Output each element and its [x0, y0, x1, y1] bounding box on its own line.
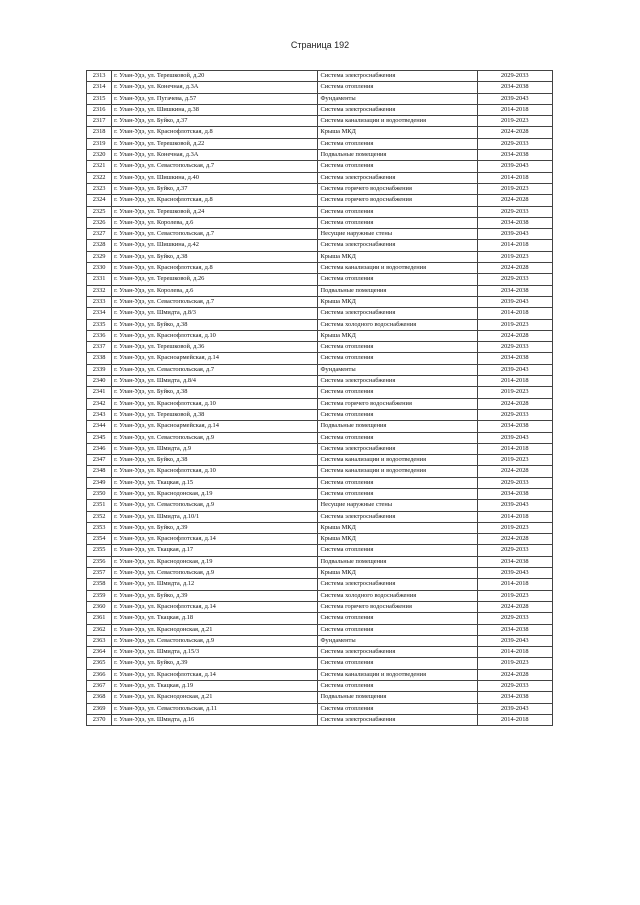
table-row: [87, 93, 553, 104]
row-number-cell: 2346: [87, 443, 112, 454]
row-number-cell: 2341: [87, 387, 112, 398]
row-number-cell: 2314: [87, 82, 112, 93]
row-number-cell: 2367: [87, 681, 112, 692]
table-row: [87, 635, 553, 646]
address-cell: г. Улан-Удэ, ул. Красноармейская, д.14: [112, 353, 318, 364]
address-cell: г. Улан-Удэ, ул. Краснодонская, д.19: [112, 488, 318, 499]
address-cell: г. Улан-Удэ, ул. Севастопольская, д.9: [112, 432, 318, 443]
table-row: [87, 556, 553, 567]
table-row: [87, 669, 553, 680]
row-number-cell: 2324: [87, 195, 112, 206]
table-row: [87, 161, 553, 172]
period-cell: 2034-2038: [477, 488, 553, 499]
row-number-cell: 2317: [87, 116, 112, 127]
address-cell: г. Улан-Удэ, ул. Конечная, д.3А: [112, 150, 318, 161]
work-type-cell: Система отопления: [318, 658, 477, 669]
work-type-cell: Крыша МКД: [318, 568, 477, 579]
address-cell: г. Улан-Удэ, ул. Краснофлотская, д.8: [112, 263, 318, 274]
work-type-cell: Несущие наружные стены: [318, 229, 477, 240]
table-row: [87, 601, 553, 612]
table-row: [87, 376, 553, 387]
address-cell: г. Улан-Удэ, ул. Севастопольская, д.9: [112, 500, 318, 511]
period-cell: 2024-2028: [477, 601, 553, 612]
table-row: [87, 545, 553, 556]
table-row: [87, 387, 553, 398]
table-row: [87, 82, 553, 93]
period-cell: 2034-2038: [477, 353, 553, 364]
row-number-cell: 2359: [87, 590, 112, 601]
period-cell: 2034-2038: [477, 556, 553, 567]
address-cell: г. Улан-Удэ, ул. Краснофлотская, д.10: [112, 466, 318, 477]
table-row: [87, 443, 553, 454]
work-type-cell: Система канализации и водоотведения: [318, 263, 477, 274]
table-row: [87, 274, 553, 285]
period-cell: 2024-2028: [477, 669, 553, 680]
period-cell: 2019-2023: [477, 590, 553, 601]
row-number-cell: 2319: [87, 138, 112, 149]
work-type-cell: Система электроснабжения: [318, 579, 477, 590]
work-type-cell: Подвальные помещения: [318, 556, 477, 567]
address-cell: г. Улан-Удэ, ул. Буйко, д.37: [112, 116, 318, 127]
address-cell: г. Улан-Удэ, ул. Терешковой, д.24: [112, 206, 318, 217]
work-type-cell: Система отопления: [318, 488, 477, 499]
row-number-cell: 2347: [87, 455, 112, 466]
period-cell: 2034-2038: [477, 692, 553, 703]
address-cell: г. Улан-Удэ, ул. Шишкина, д.42: [112, 240, 318, 251]
period-cell: 2034-2038: [477, 421, 553, 432]
row-number-cell: 2354: [87, 534, 112, 545]
period-cell: 2024-2028: [477, 195, 553, 206]
row-number-cell: 2316: [87, 104, 112, 115]
work-type-cell: Подвальные помещения: [318, 285, 477, 296]
table-row: [87, 681, 553, 692]
row-number-cell: 2330: [87, 263, 112, 274]
period-cell: 2019-2023: [477, 183, 553, 194]
address-cell: г. Улан-Удэ, ул. Шмидта, д.8/3: [112, 308, 318, 319]
address-cell: г. Улан-Удэ, ул. Севастопольская, д.7: [112, 364, 318, 375]
work-type-cell: Система отопления: [318, 138, 477, 149]
work-type-cell: Крыша МКД: [318, 522, 477, 533]
work-type-cell: Система отопления: [318, 545, 477, 556]
work-type-cell: Система горячего водоснабжения: [318, 601, 477, 612]
period-cell: 2039-2043: [477, 500, 553, 511]
period-cell: 2034-2038: [477, 82, 553, 93]
period-cell: 2034-2038: [477, 624, 553, 635]
period-cell: 2029-2033: [477, 545, 553, 556]
work-type-cell: Крыша МКД: [318, 330, 477, 341]
address-cell: г. Улан-Удэ, ул. Краснофлотская, д.14: [112, 669, 318, 680]
table-row: [87, 195, 553, 206]
address-cell: г. Улан-Удэ, ул. Шишкина, д.38: [112, 104, 318, 115]
row-number-cell: 2340: [87, 376, 112, 387]
work-type-cell: Система электроснабжения: [318, 376, 477, 387]
period-cell: 2029-2033: [477, 342, 553, 353]
work-type-cell: Несущие наружные стены: [318, 500, 477, 511]
address-cell: г. Улан-Удэ, ул. Терешковой, д.26: [112, 274, 318, 285]
table-row: [87, 330, 553, 341]
table-row: [87, 127, 553, 138]
row-number-cell: 2320: [87, 150, 112, 161]
address-cell: г. Улан-Удэ, ул. Ткацкая, д.19: [112, 681, 318, 692]
row-number-cell: 2348: [87, 466, 112, 477]
period-cell: 2024-2028: [477, 466, 553, 477]
row-number-cell: 2351: [87, 500, 112, 511]
address-cell: г. Улан-Удэ, ул. Королева, д.6: [112, 217, 318, 228]
work-type-cell: Система канализации и водоотведения: [318, 466, 477, 477]
work-type-cell: Система электроснабжения: [318, 714, 477, 725]
address-cell: г. Улан-Удэ, ул. Ткацкая, д.17: [112, 545, 318, 556]
work-type-cell: Система электроснабжения: [318, 71, 477, 82]
address-cell: г. Улан-Удэ, ул. Терешковой, д.22: [112, 138, 318, 149]
work-type-cell: Система электроснабжения: [318, 308, 477, 319]
period-cell: 2039-2043: [477, 432, 553, 443]
address-cell: г. Улан-Удэ, ул. Краснофлотская, д.14: [112, 534, 318, 545]
work-type-cell: Система отопления: [318, 161, 477, 172]
row-number-cell: 2339: [87, 364, 112, 375]
period-cell: 2014-2018: [477, 579, 553, 590]
work-type-cell: Фундаменты: [318, 635, 477, 646]
row-number-cell: 2352: [87, 511, 112, 522]
work-type-cell: Система отопления: [318, 681, 477, 692]
table-row: [87, 285, 553, 296]
table-row: [87, 692, 553, 703]
row-number-cell: 2364: [87, 647, 112, 658]
address-cell: г. Улан-Удэ, ул. Севастопольская, д.9: [112, 568, 318, 579]
work-type-cell: Система отопления: [318, 387, 477, 398]
row-number-cell: 2363: [87, 635, 112, 646]
address-cell: г. Улан-Удэ, ул. Королева, д.6: [112, 285, 318, 296]
address-cell: г. Улан-Удэ, ул. Буйко, д.39: [112, 522, 318, 533]
address-cell: г. Улан-Удэ, ул. Краснодонская, д.19: [112, 556, 318, 567]
period-cell: 2024-2028: [477, 330, 553, 341]
work-type-cell: Система отопления: [318, 703, 477, 714]
address-cell: г. Улан-Удэ, ул. Краснодонская, д.21: [112, 692, 318, 703]
table-row: [87, 624, 553, 635]
row-number-cell: 2336: [87, 330, 112, 341]
table-row: [87, 398, 553, 409]
work-type-cell: Система отопления: [318, 624, 477, 635]
period-cell: 2024-2028: [477, 398, 553, 409]
work-type-cell: Подвальные помещения: [318, 150, 477, 161]
period-cell: 2039-2043: [477, 229, 553, 240]
table-row: [87, 138, 553, 149]
table-row: [87, 432, 553, 443]
row-number-cell: 2313: [87, 71, 112, 82]
period-cell: 2039-2043: [477, 703, 553, 714]
work-type-cell: Система отопления: [318, 432, 477, 443]
repair-schedule-table: [86, 70, 553, 726]
row-number-cell: 2343: [87, 409, 112, 420]
table-row: [87, 172, 553, 183]
work-type-cell: Система отопления: [318, 409, 477, 420]
table-row: [87, 308, 553, 319]
table-row: [87, 568, 553, 579]
period-cell: 2034-2038: [477, 217, 553, 228]
period-cell: 2014-2018: [477, 647, 553, 658]
address-cell: г. Улан-Удэ, ул. Краснофлотская, д.8: [112, 195, 318, 206]
work-type-cell: Система отопления: [318, 274, 477, 285]
period-cell: 2024-2028: [477, 263, 553, 274]
table-row: [87, 342, 553, 353]
table-row: [87, 534, 553, 545]
period-cell: 2029-2033: [477, 409, 553, 420]
row-number-cell: 2358: [87, 579, 112, 590]
row-number-cell: 2365: [87, 658, 112, 669]
table-row: [87, 421, 553, 432]
row-number-cell: 2369: [87, 703, 112, 714]
work-type-cell: Система канализации и водоотведения: [318, 455, 477, 466]
row-number-cell: 2323: [87, 183, 112, 194]
work-type-cell: Система холодного водоснабжения: [318, 590, 477, 601]
work-type-cell: Система горячего водоснабжения: [318, 183, 477, 194]
table-row: [87, 511, 553, 522]
page-number-header: Страница 192: [290, 40, 350, 50]
period-cell: 2014-2018: [477, 443, 553, 454]
row-number-cell: 2334: [87, 308, 112, 319]
period-cell: 2014-2018: [477, 714, 553, 725]
period-cell: 2019-2023: [477, 387, 553, 398]
period-cell: 2014-2018: [477, 240, 553, 251]
row-number-cell: 2338: [87, 353, 112, 364]
table-row: [87, 455, 553, 466]
row-number-cell: 2315: [87, 93, 112, 104]
address-cell: г. Улан-Удэ, ул. Краснофлотская, д.14: [112, 601, 318, 612]
address-cell: г. Улан-Удэ, ул. Краснодонская, д.21: [112, 624, 318, 635]
address-cell: г. Улан-Удэ, ул. Шмидта, д.12: [112, 579, 318, 590]
address-cell: г. Улан-Удэ, ул. Ткацкая, д.15: [112, 477, 318, 488]
period-cell: 2039-2043: [477, 635, 553, 646]
table-row: [87, 296, 553, 307]
address-cell: г. Улан-Удэ, ул. Терешковой, д.20: [112, 71, 318, 82]
table-row: [87, 647, 553, 658]
address-cell: г. Улан-Удэ, ул. Севастопольская, д.11: [112, 703, 318, 714]
row-number-cell: 2329: [87, 251, 112, 262]
table-row: [87, 409, 553, 420]
work-type-cell: Система электроснабжения: [318, 240, 477, 251]
row-number-cell: 2337: [87, 342, 112, 353]
period-cell: 2019-2023: [477, 319, 553, 330]
table-row: [87, 353, 553, 364]
address-cell: г. Улан-Удэ, ул. Буйко, д.39: [112, 658, 318, 669]
period-cell: 2019-2023: [477, 455, 553, 466]
table-row: [87, 613, 553, 624]
period-cell: 2014-2018: [477, 172, 553, 183]
period-cell: 2039-2043: [477, 568, 553, 579]
work-type-cell: Система отопления: [318, 342, 477, 353]
table-row: [87, 150, 553, 161]
table-row: [87, 263, 553, 274]
row-number-cell: 2318: [87, 127, 112, 138]
table-row: [87, 500, 553, 511]
address-cell: г. Улан-Удэ, ул. Конечная, д.3А: [112, 82, 318, 93]
period-cell: 2029-2033: [477, 138, 553, 149]
row-number-cell: 2361: [87, 613, 112, 624]
work-type-cell: Фундаменты: [318, 93, 477, 104]
address-cell: г. Улан-Удэ, ул. Севастопольская, д.7: [112, 229, 318, 240]
work-type-cell: Подвальные помещения: [318, 421, 477, 432]
period-cell: 2039-2043: [477, 161, 553, 172]
period-cell: 2039-2043: [477, 296, 553, 307]
period-cell: 2019-2023: [477, 251, 553, 262]
work-type-cell: Система отопления: [318, 477, 477, 488]
address-cell: г. Улан-Удэ, ул. Красноармейская, д.14: [112, 421, 318, 432]
work-type-cell: Система отопления: [318, 217, 477, 228]
table-row: [87, 116, 553, 127]
table-row: [87, 206, 553, 217]
table-row: [87, 714, 553, 725]
work-type-cell: Система отопления: [318, 613, 477, 624]
work-type-cell: Система электроснабжения: [318, 172, 477, 183]
period-cell: 2029-2033: [477, 681, 553, 692]
table-row: [87, 251, 553, 262]
address-cell: г. Улан-Удэ, ул. Пугачева, д.57: [112, 93, 318, 104]
work-type-cell: Система отопления: [318, 82, 477, 93]
work-type-cell: Система электроснабжения: [318, 443, 477, 454]
period-cell: 2014-2018: [477, 376, 553, 387]
row-number-cell: 2350: [87, 488, 112, 499]
address-cell: г. Улан-Удэ, ул. Буйко, д.39: [112, 590, 318, 601]
work-type-cell: Система электроснабжения: [318, 647, 477, 658]
address-cell: г. Улан-Удэ, ул. Терешковой, д.38: [112, 409, 318, 420]
row-number-cell: 2368: [87, 692, 112, 703]
row-number-cell: 2326: [87, 217, 112, 228]
period-cell: 2039-2043: [477, 93, 553, 104]
work-type-cell: Система горячего водоснабжения: [318, 398, 477, 409]
table-row: [87, 477, 553, 488]
work-type-cell: Крыша МКД: [318, 534, 477, 545]
table-body: [87, 71, 553, 726]
address-cell: г. Улан-Удэ, ул. Буйко, д.38: [112, 319, 318, 330]
period-cell: 2024-2028: [477, 127, 553, 138]
table-row: [87, 183, 553, 194]
address-cell: г. Улан-Удэ, ул. Шмидта, д.9: [112, 443, 318, 454]
work-type-cell: Система отопления: [318, 353, 477, 364]
work-type-cell: Система отопления: [318, 206, 477, 217]
period-cell: 2034-2038: [477, 150, 553, 161]
period-cell: 2014-2018: [477, 511, 553, 522]
table-row: [87, 217, 553, 228]
address-cell: г. Улан-Удэ, ул. Краснофлотская, д.10: [112, 398, 318, 409]
period-cell: 2029-2033: [477, 206, 553, 217]
period-cell: 2019-2023: [477, 116, 553, 127]
address-cell: г. Улан-Удэ, ул. Севастопольская, д.9: [112, 635, 318, 646]
address-cell: г. Улан-Удэ, ул. Севастопольская, д.7: [112, 161, 318, 172]
row-number-cell: 2344: [87, 421, 112, 432]
period-cell: 2019-2023: [477, 658, 553, 669]
period-cell: 2029-2033: [477, 274, 553, 285]
row-number-cell: 2360: [87, 601, 112, 612]
table-row: [87, 522, 553, 533]
row-number-cell: 2333: [87, 296, 112, 307]
row-number-cell: 2355: [87, 545, 112, 556]
work-type-cell: Система электроснабжения: [318, 511, 477, 522]
table-row: [87, 703, 553, 714]
table-row: [87, 590, 553, 601]
table-row: [87, 104, 553, 115]
row-number-cell: 2322: [87, 172, 112, 183]
address-cell: г. Улан-Удэ, ул. Шмидта, д.15/3: [112, 647, 318, 658]
row-number-cell: 2321: [87, 161, 112, 172]
address-cell: г. Улан-Удэ, ул. Буйко, д.38: [112, 251, 318, 262]
row-number-cell: 2335: [87, 319, 112, 330]
period-cell: 2019-2023: [477, 522, 553, 533]
row-number-cell: 2332: [87, 285, 112, 296]
work-type-cell: Система электроснабжения: [318, 104, 477, 115]
address-cell: г. Улан-Удэ, ул. Краснофлотская, д.8: [112, 127, 318, 138]
row-number-cell: 2356: [87, 556, 112, 567]
table-row: [87, 488, 553, 499]
table-row: [87, 71, 553, 82]
address-cell: г. Улан-Удэ, ул. Севастопольская, д.7: [112, 296, 318, 307]
table-row: [87, 658, 553, 669]
period-cell: 2029-2033: [477, 477, 553, 488]
table-row: [87, 240, 553, 251]
row-number-cell: 2357: [87, 568, 112, 579]
address-cell: г. Улан-Удэ, ул. Буйко, д.37: [112, 183, 318, 194]
address-cell: г. Улан-Удэ, ул. Шмидта, д.8/4: [112, 376, 318, 387]
work-type-cell: Система горячего водоснабжения: [318, 195, 477, 206]
row-number-cell: 2331: [87, 274, 112, 285]
work-type-cell: Система холодного водоснабжения: [318, 319, 477, 330]
row-number-cell: 2366: [87, 669, 112, 680]
row-number-cell: 2328: [87, 240, 112, 251]
period-cell: 2024-2028: [477, 534, 553, 545]
work-type-cell: Подвальные помещения: [318, 692, 477, 703]
row-number-cell: 2349: [87, 477, 112, 488]
period-cell: 2029-2033: [477, 71, 553, 82]
row-number-cell: 2342: [87, 398, 112, 409]
period-cell: 2034-2038: [477, 285, 553, 296]
period-cell: 2029-2033: [477, 613, 553, 624]
work-type-cell: Система канализации и водоотведения: [318, 669, 477, 680]
address-cell: г. Улан-Удэ, ул. Ткацкая, д.18: [112, 613, 318, 624]
row-number-cell: 2345: [87, 432, 112, 443]
table-row: [87, 229, 553, 240]
period-cell: 2014-2018: [477, 308, 553, 319]
work-type-cell: Фундаменты: [318, 364, 477, 375]
table-row: [87, 579, 553, 590]
address-cell: г. Улан-Удэ, ул. Шмидта, д.10/1: [112, 511, 318, 522]
table-row: [87, 364, 553, 375]
period-cell: 2014-2018: [477, 104, 553, 115]
row-number-cell: 2327: [87, 229, 112, 240]
table-row: [87, 466, 553, 477]
work-type-cell: Крыша МКД: [318, 127, 477, 138]
address-cell: г. Улан-Удэ, ул. Краснофлотская, д.10: [112, 330, 318, 341]
address-cell: г. Улан-Удэ, ул. Буйко, д.38: [112, 455, 318, 466]
address-cell: г. Улан-Удэ, ул. Терешковой, д.36: [112, 342, 318, 353]
row-number-cell: 2353: [87, 522, 112, 533]
work-type-cell: Система канализации и водоотведения: [318, 116, 477, 127]
period-cell: 2039-2043: [477, 364, 553, 375]
row-number-cell: 2325: [87, 206, 112, 217]
row-number-cell: 2362: [87, 624, 112, 635]
address-cell: г. Улан-Удэ, ул. Шишкина, д.40: [112, 172, 318, 183]
row-number-cell: 2370: [87, 714, 112, 725]
work-type-cell: Крыша МКД: [318, 296, 477, 307]
address-cell: г. Улан-Удэ, ул. Шмидта, д.16: [112, 714, 318, 725]
address-cell: г. Улан-Удэ, ул. Буйко, д.38: [112, 387, 318, 398]
work-type-cell: Крыша МКД: [318, 251, 477, 262]
table-row: [87, 319, 553, 330]
